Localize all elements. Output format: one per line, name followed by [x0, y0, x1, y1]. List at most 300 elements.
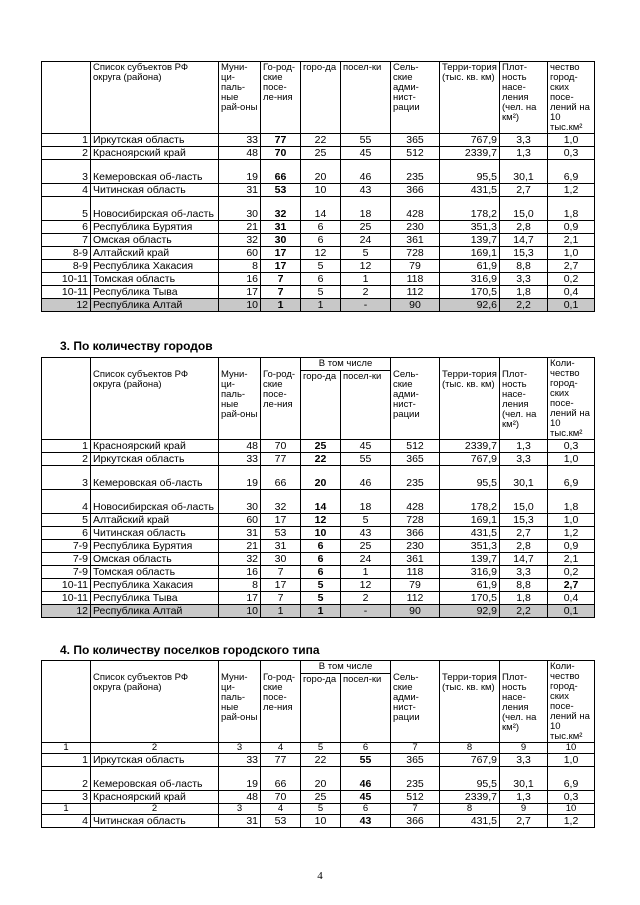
cell-rural: 90: [391, 299, 440, 312]
cell-territory: 2339,7: [440, 147, 500, 160]
cell-count: 1,0: [548, 453, 595, 466]
header-density: Плот-ность насе-ления (чел. на км²): [500, 62, 548, 134]
cell-municipal: 30: [219, 490, 261, 514]
header-density: Плот-ность насе-ления (чел. на км²): [500, 358, 548, 440]
cell-rural: 235: [391, 160, 440, 184]
cell-settlements: 45: [341, 791, 391, 804]
cell-density: 3,3: [500, 566, 548, 579]
cell-density: 1,3: [500, 440, 548, 453]
cell-density: 3,3: [500, 754, 548, 767]
cell-density: 2,8: [500, 221, 548, 234]
cell-settlements: 1: [341, 273, 391, 286]
cell-settlements: -: [341, 299, 391, 312]
cell-settlements: 1: [341, 566, 391, 579]
cell-municipal: 17: [219, 592, 261, 605]
cell-count: 6,9: [548, 160, 595, 184]
cell-subject: Республика Тыва: [91, 286, 219, 299]
header-rural: Сель-ские адми-нист-рации: [391, 62, 440, 134]
cell-territory: 95,5: [440, 466, 500, 490]
cell-rural: 230: [391, 540, 440, 553]
header-rural: Сель-ские адми-нист-рации: [391, 358, 440, 440]
cell-cities: 10: [301, 527, 341, 540]
cell-rank: 5: [42, 197, 91, 221]
column-number: 5: [301, 804, 341, 815]
cell-territory: 316,9: [440, 566, 500, 579]
table-row: [42, 299, 595, 312]
cell-count: 1,2: [548, 815, 595, 828]
cell-rank: 4: [42, 184, 91, 197]
cell-urban: 7: [261, 286, 301, 299]
column-number: 10: [548, 743, 595, 754]
cell-count: 0,3: [548, 440, 595, 453]
cell-subject: Республика Хакасия: [91, 579, 219, 592]
cell-density: 2,7: [500, 815, 548, 828]
cell-rural: 365: [391, 134, 440, 147]
cell-territory: 92,9: [440, 605, 500, 618]
cell-settlements: 43: [341, 184, 391, 197]
cell-rural: 512: [391, 147, 440, 160]
cell-count: 0,4: [548, 286, 595, 299]
column-number: 2: [91, 743, 219, 754]
cell-urban: 77: [261, 754, 301, 767]
cell-rural: 112: [391, 592, 440, 605]
table-row: [42, 540, 595, 553]
cell-settlements: 12: [341, 260, 391, 273]
cell-cities: 5: [301, 579, 341, 592]
cell-municipal: 8: [219, 260, 261, 273]
cell-urban: 66: [261, 160, 301, 184]
cell-density: 30,1: [500, 160, 548, 184]
cell-urban: 53: [261, 527, 301, 540]
cell-urban: 53: [261, 184, 301, 197]
cell-settlements: 2: [341, 592, 391, 605]
cell-subject: Новосибирская об-ласть: [91, 490, 219, 514]
cell-settlements: 55: [341, 134, 391, 147]
cell-subject: Томская область: [91, 566, 219, 579]
cell-municipal: 33: [219, 453, 261, 466]
cell-municipal: 31: [219, 527, 261, 540]
cell-rural: 79: [391, 579, 440, 592]
cell-count: 0,9: [548, 540, 595, 553]
cell-settlements: 55: [341, 453, 391, 466]
cell-rank: 1: [42, 754, 91, 767]
cell-subject: Кемеровская об-ласть: [91, 767, 219, 791]
table-row: [42, 466, 595, 490]
cell-count: 2,7: [548, 579, 595, 592]
cell-subject: Иркутская область: [91, 754, 219, 767]
cell-settlements: 25: [341, 540, 391, 553]
cell-rank: 10-11: [42, 579, 91, 592]
cell-rank: 4: [42, 490, 91, 514]
cell-settlements: 43: [341, 815, 391, 828]
table-row: [42, 247, 595, 260]
cell-settlements: 45: [341, 440, 391, 453]
cell-urban: 17: [261, 579, 301, 592]
column-number: 10: [548, 804, 595, 815]
column-number: 2: [91, 804, 219, 815]
table-row: [42, 286, 595, 299]
cell-urban: 32: [261, 197, 301, 221]
cell-subject: Республика Алтай: [91, 605, 219, 618]
cell-cities: 12: [301, 514, 341, 527]
cell-subject: Томская область: [91, 273, 219, 286]
cell-settlements: -: [341, 605, 391, 618]
cell-subject: Читинская область: [91, 815, 219, 828]
header-subjects: Список субъектов РФ округа (района): [91, 661, 219, 743]
table-row: [42, 490, 595, 514]
header-urban: Го-род-ские посе-ле-ния: [261, 62, 301, 134]
table-by-urban-settlements: [41, 61, 595, 312]
cell-settlements: 12: [341, 579, 391, 592]
cell-density: 14,7: [500, 234, 548, 247]
cell-territory: 431,5: [440, 815, 500, 828]
cell-density: 1,3: [500, 791, 548, 804]
cell-count: 0,1: [548, 299, 595, 312]
cell-rank: 12: [42, 299, 91, 312]
cell-urban: 30: [261, 234, 301, 247]
cell-density: 2,8: [500, 540, 548, 553]
cell-subject: Новосибирская об-ласть: [91, 197, 219, 221]
header-settlements: посел-ки: [341, 62, 391, 134]
cell-rural: 79: [391, 260, 440, 273]
cell-rank: 7-9: [42, 553, 91, 566]
cell-territory: 61,9: [440, 579, 500, 592]
cell-rank: 2: [42, 147, 91, 160]
cell-urban: 70: [261, 147, 301, 160]
cell-territory: 61,9: [440, 260, 500, 273]
cell-cities: 20: [301, 767, 341, 791]
cell-rank: 8-9: [42, 260, 91, 273]
cell-rank: 5: [42, 514, 91, 527]
cell-territory: 169,1: [440, 514, 500, 527]
cell-settlements: 24: [341, 234, 391, 247]
cell-rural: 118: [391, 273, 440, 286]
header-cities: горо-да: [301, 673, 341, 742]
table-row: [42, 221, 595, 234]
header-density: Плот-ность насе-ления (чел. на км²): [500, 661, 548, 743]
cell-density: 2,2: [500, 299, 548, 312]
cell-count: 1,0: [548, 514, 595, 527]
column-numbering-row: [42, 743, 595, 754]
cell-settlements: 25: [341, 221, 391, 234]
cell-rank: 4: [42, 815, 91, 828]
table-row: [42, 754, 595, 767]
cell-count: 0,2: [548, 566, 595, 579]
cell-rural: 366: [391, 527, 440, 540]
cell-density: 3,3: [500, 453, 548, 466]
cell-urban: 70: [261, 440, 301, 453]
cell-urban: 77: [261, 453, 301, 466]
table-row: [42, 527, 595, 540]
header-territory: Терри-тория (тыс. кв. км): [440, 358, 500, 440]
cell-municipal: 17: [219, 286, 261, 299]
cell-density: 15,3: [500, 514, 548, 527]
header-count: чество город-ских посе-лений на 10 тыс.км²: [548, 62, 595, 134]
cell-density: 2,7: [500, 527, 548, 540]
cell-density: 1,3: [500, 147, 548, 160]
cell-municipal: 30: [219, 197, 261, 221]
cell-count: 1,2: [548, 527, 595, 540]
cell-municipal: 60: [219, 514, 261, 527]
column-number: 8: [440, 804, 500, 815]
cell-urban: 17: [261, 247, 301, 260]
cell-rank: 8-9: [42, 247, 91, 260]
table-row: [42, 553, 595, 566]
cell-urban: 53: [261, 815, 301, 828]
cell-territory: 767,9: [440, 754, 500, 767]
cell-municipal: 48: [219, 791, 261, 804]
cell-rank: 6: [42, 221, 91, 234]
cell-rural: 235: [391, 466, 440, 490]
section-title: 3. По количеству городов: [60, 339, 213, 353]
cell-rank: 1: [42, 440, 91, 453]
cell-cities: 25: [301, 791, 341, 804]
cell-urban: 7: [261, 592, 301, 605]
header-settlements: посел-ки: [341, 370, 391, 439]
cell-rank: 7-9: [42, 540, 91, 553]
cell-rural: 361: [391, 553, 440, 566]
cell-subject: Республика Алтай: [91, 299, 219, 312]
cell-rank: 3: [42, 160, 91, 184]
cell-subject: Республика Бурятия: [91, 540, 219, 553]
cell-settlements: 24: [341, 553, 391, 566]
cell-territory: 178,2: [440, 490, 500, 514]
cell-subject: Алтайский край: [91, 514, 219, 527]
cell-settlements: 18: [341, 197, 391, 221]
cell-density: 1,8: [500, 286, 548, 299]
header-count: Коли-чество город-ских посе-лений на 10 тыс.км²: [548, 661, 595, 743]
cell-municipal: 48: [219, 147, 261, 160]
table-row: [42, 815, 595, 828]
cell-urban: 7: [261, 566, 301, 579]
cell-density: 30,1: [500, 767, 548, 791]
cell-rank: 1: [42, 134, 91, 147]
cell-urban: 32: [261, 490, 301, 514]
cell-count: 0,2: [548, 273, 595, 286]
cell-urban: 66: [261, 466, 301, 490]
cell-cities: 6: [301, 273, 341, 286]
cell-municipal: 60: [219, 247, 261, 260]
cell-count: 0,3: [548, 791, 595, 804]
cell-territory: 316,9: [440, 273, 500, 286]
cell-territory: 169,1: [440, 247, 500, 260]
table-by-settlements: [41, 660, 595, 828]
cell-municipal: 19: [219, 767, 261, 791]
cell-cities: 12: [301, 247, 341, 260]
cell-settlements: 46: [341, 466, 391, 490]
cell-municipal: 8: [219, 579, 261, 592]
column-number: 3: [219, 743, 261, 754]
cell-municipal: 32: [219, 234, 261, 247]
cell-count: 1,0: [548, 754, 595, 767]
table-row: [42, 592, 595, 605]
column-number: 1: [42, 743, 91, 754]
cell-count: 2,1: [548, 553, 595, 566]
header-rural: Сель-ские адми-нист-рации: [391, 661, 440, 743]
column-number: 4: [261, 804, 301, 815]
cell-rank: 10-11: [42, 273, 91, 286]
cell-rank: 7-9: [42, 566, 91, 579]
cell-municipal: 10: [219, 605, 261, 618]
column-number: 7: [391, 804, 440, 815]
cell-territory: 2339,7: [440, 791, 500, 804]
table-by-cities: [41, 357, 595, 618]
cell-rural: 728: [391, 247, 440, 260]
cell-rank: 2: [42, 453, 91, 466]
cell-territory: 2339,7: [440, 440, 500, 453]
cell-cities: 10: [301, 184, 341, 197]
header-urban: Го-род-ские посе-ле-ния: [261, 358, 301, 440]
cell-subject: Иркутская область: [91, 134, 219, 147]
cell-urban: 17: [261, 514, 301, 527]
header-count: Коли-чество город-ских посе-лений на 10 тыс.км²: [548, 358, 595, 440]
table-row: [42, 160, 595, 184]
cell-settlements: 18: [341, 490, 391, 514]
cell-urban: 77: [261, 134, 301, 147]
cell-rank: 3: [42, 466, 91, 490]
cell-rank: 6: [42, 527, 91, 540]
cell-municipal: 19: [219, 160, 261, 184]
cell-rank: 7: [42, 234, 91, 247]
page-number: 4: [317, 870, 323, 882]
cell-density: 15,0: [500, 197, 548, 221]
cell-cities: 22: [301, 453, 341, 466]
cell-rank: 3: [42, 791, 91, 804]
cell-rural: 90: [391, 605, 440, 618]
cell-municipal: 32: [219, 553, 261, 566]
cell-density: 8,8: [500, 260, 548, 273]
cell-density: 30,1: [500, 466, 548, 490]
cell-municipal: 16: [219, 566, 261, 579]
cell-territory: 178,2: [440, 197, 500, 221]
cell-cities: 6: [301, 234, 341, 247]
column-number: 9: [500, 743, 548, 754]
table-header-row: [42, 661, 595, 674]
cell-urban: 30: [261, 553, 301, 566]
cell-density: 8,8: [500, 579, 548, 592]
cell-territory: 95,5: [440, 160, 500, 184]
cell-density: 15,0: [500, 490, 548, 514]
cell-territory: 351,3: [440, 221, 500, 234]
cell-territory: 92,6: [440, 299, 500, 312]
cell-cities: 6: [301, 566, 341, 579]
column-number: 6: [341, 804, 391, 815]
cell-subject: Республика Тыва: [91, 592, 219, 605]
cell-cities: 10: [301, 815, 341, 828]
cell-territory: 431,5: [440, 184, 500, 197]
cell-count: 1,8: [548, 197, 595, 221]
cell-density: 15,3: [500, 247, 548, 260]
header-subjects: Список субъектов РФ округа (района): [91, 62, 219, 134]
table-row: [42, 197, 595, 221]
cell-subject: Омская область: [91, 553, 219, 566]
header-municipal: Муни-ци-паль-ные рай-оны: [219, 661, 261, 743]
cell-rank: 2: [42, 767, 91, 791]
cell-density: 2,2: [500, 605, 548, 618]
table-row: [42, 273, 595, 286]
cell-settlements: 43: [341, 527, 391, 540]
table-row: [42, 453, 595, 466]
cell-count: 2,1: [548, 234, 595, 247]
column-number: 3: [219, 804, 261, 815]
cell-territory: 139,7: [440, 553, 500, 566]
table-row: [42, 440, 595, 453]
cell-rural: 365: [391, 453, 440, 466]
cell-rural: 361: [391, 234, 440, 247]
header-urban: Го-род-ские посе-ле-ния: [261, 661, 301, 743]
cell-cities: 25: [301, 440, 341, 453]
section-title: 4. По количеству поселков городского типа: [60, 643, 320, 657]
cell-cities: 22: [301, 134, 341, 147]
cell-urban: 70: [261, 791, 301, 804]
cell-count: 6,9: [548, 767, 595, 791]
cell-subject: Республика Бурятия: [91, 221, 219, 234]
cell-cities: 1: [301, 605, 341, 618]
cell-settlements: 55: [341, 754, 391, 767]
cell-municipal: 33: [219, 134, 261, 147]
header-territory: Терри-тория (тыс. кв. км): [440, 62, 500, 134]
cell-rural: 366: [391, 815, 440, 828]
cell-subject: Кемеровская об-ласть: [91, 160, 219, 184]
cell-territory: 139,7: [440, 234, 500, 247]
column-numbering-row: [42, 804, 595, 815]
cell-rural: 728: [391, 514, 440, 527]
cell-subject: Алтайский край: [91, 247, 219, 260]
cell-municipal: 48: [219, 440, 261, 453]
cell-count: 1,8: [548, 490, 595, 514]
cell-rural: 235: [391, 767, 440, 791]
cell-territory: 767,9: [440, 134, 500, 147]
cell-municipal: 10: [219, 299, 261, 312]
cell-territory: 170,5: [440, 286, 500, 299]
cell-count: 0,4: [548, 592, 595, 605]
cell-rural: 230: [391, 221, 440, 234]
cell-municipal: 21: [219, 540, 261, 553]
column-number: 6: [341, 743, 391, 754]
cell-urban: 17: [261, 260, 301, 273]
column-number: 8: [440, 743, 500, 754]
cell-settlements: 2: [341, 286, 391, 299]
table-row: [42, 791, 595, 804]
column-number: 1: [42, 804, 91, 815]
cell-municipal: 19: [219, 466, 261, 490]
cell-territory: 170,5: [440, 592, 500, 605]
cell-rural: 428: [391, 197, 440, 221]
cell-urban: 1: [261, 299, 301, 312]
column-number: 5: [301, 743, 341, 754]
header-municipal: Муни-ци-паль-ные рай-оны: [219, 358, 261, 440]
header-settlements: посел-ки: [341, 673, 391, 742]
cell-density: 14,7: [500, 553, 548, 566]
header-cities: горо-да: [301, 62, 341, 134]
table-row: [42, 234, 595, 247]
cell-territory: 431,5: [440, 527, 500, 540]
table-row: [42, 514, 595, 527]
cell-urban: 7: [261, 273, 301, 286]
cell-urban: 1: [261, 605, 301, 618]
column-number: 4: [261, 743, 301, 754]
cell-subject: Республика Хакасия: [91, 260, 219, 273]
cell-count: 0,9: [548, 221, 595, 234]
cell-rural: 366: [391, 184, 440, 197]
header-territory: Терри-тория (тыс. кв. км): [440, 661, 500, 743]
cell-cities: 14: [301, 197, 341, 221]
cell-cities: 20: [301, 160, 341, 184]
cell-cities: 25: [301, 147, 341, 160]
header-in-total: В том числе: [301, 358, 391, 371]
cell-subject: Красноярский край: [91, 147, 219, 160]
table-row: [42, 184, 595, 197]
